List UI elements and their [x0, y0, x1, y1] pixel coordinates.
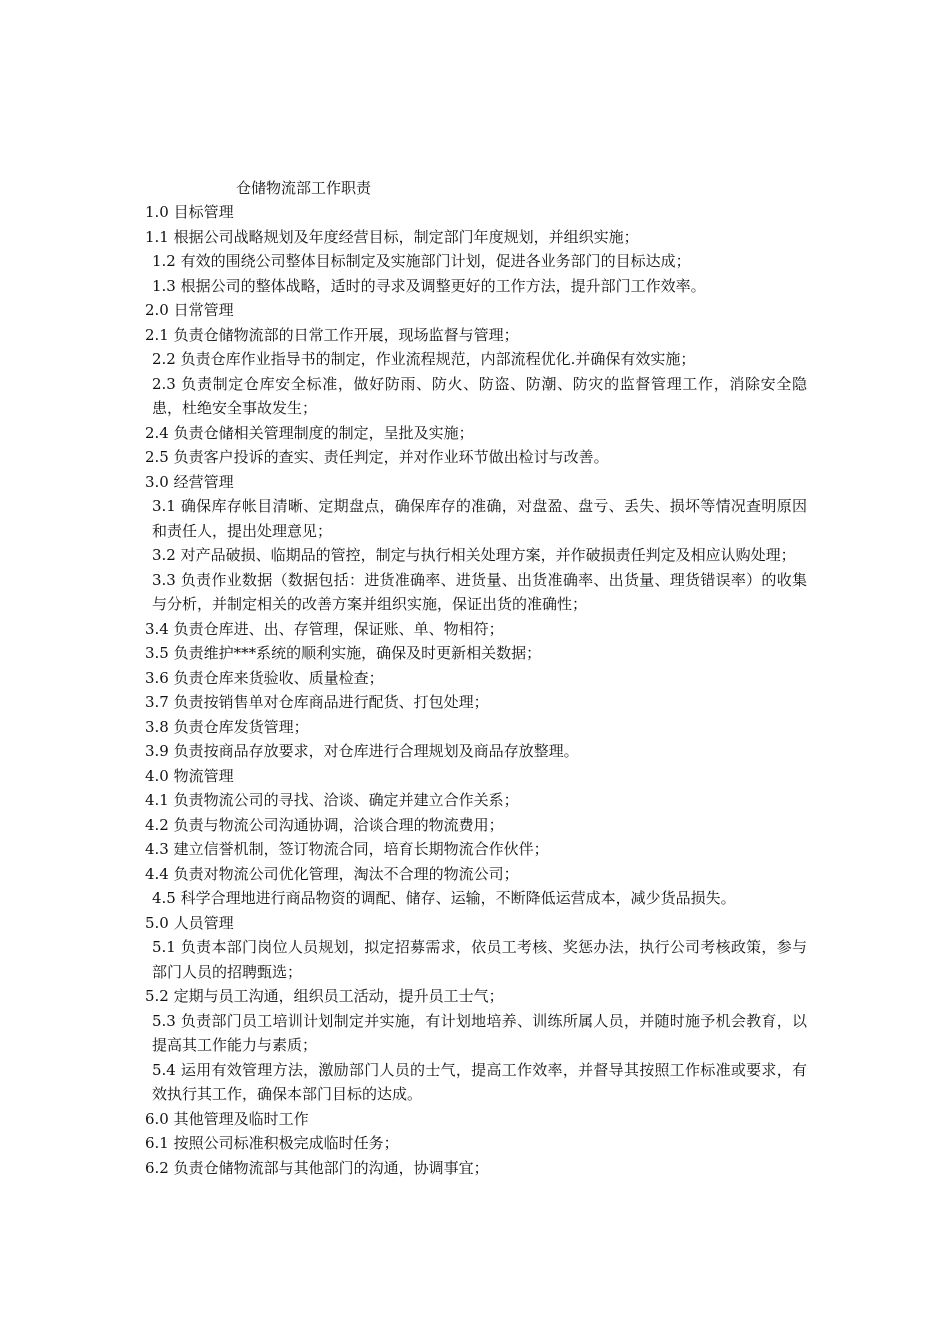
list-item: 3.1 确保库存帐目清晰、定期盘点，确保库存的准确，对盘盈、盘亏、丢失、损坏等情况查明原因和责任人，提出处理意见； — [152, 497, 807, 540]
list-item: 3.2 对产品破损、临期品的管控，制定与执行相关处理方案，并作破损责任判定及相应认购处理； — [152, 546, 796, 564]
list-item: 2.4 负责仓储相关管理制度的制定，呈批及实施； — [145, 423, 474, 442]
list-item: 3.8 负责仓库发货管理； — [145, 717, 309, 736]
list-item: 4.1 负责物流公司的寻找、洽谈、确定并建立合作关系； — [145, 791, 519, 809]
list-item: 5.2 定期与员工沟通，组织员工活动，提升员工士气； — [145, 987, 504, 1005]
list-item: 5.4 运用有效管理方法，激励部门人员的士气，提高工作效率，并督导其按照工作标准或要求，有效执行其工作，确保本部门目标的达成。 — [152, 1060, 807, 1103]
list-item: 3.9 负责按商品存放要求，对仓库进行合理规划及商品存放整理。 — [145, 742, 579, 760]
document-title: 仓储物流部工作职责 — [236, 179, 372, 197]
section-heading: 3.0 经营管理 — [145, 472, 234, 491]
section-heading: 1.0 目标管理 — [145, 203, 234, 221]
list-item: 4.3 建立信誉机制，签订物流合同，培育长期物流合作伙伴； — [145, 840, 549, 858]
list-item: 5.1 负责本部门岗位人员规划，拟定招募需求，依员工考核、奖惩办法，执行公司考核政策，参与部门人员的招聘甄选； — [152, 938, 807, 981]
section-heading: 4.0 物流管理 — [145, 766, 234, 785]
list-item: 5.3 负责部门员工培训计划制定并实施，有计划地培养、训练所属人员，并随时施予机会教育，以提高其工作能力与素质； — [152, 1011, 807, 1054]
list-item: 2.1 负责仓储物流部的日常工作开展，现场监督与管理； — [145, 325, 519, 344]
section-heading: 6.0 其他管理及临时工作 — [145, 1109, 309, 1128]
list-item: 4.4 负责对物流公司优化管理，淘汰不合理的物流公司； — [145, 864, 519, 883]
list-item: 2.3 负责制定仓库安全标准，做好防雨、防火、防盗、防潮、防灾的监督管理工作，消除安全隐患，杜绝安全事故发生； — [152, 374, 807, 417]
list-item: 1.1 根据公司战略规划及年度经营目标，制定部门年度规划，并组织实施； — [145, 227, 639, 246]
list-item: 1.2 有效的围绕公司整体目标制定及实施部门计划，促进各业务部门的目标达成； — [152, 252, 691, 270]
section-heading: 5.0 人员管理 — [145, 913, 234, 932]
list-item: 4.5 科学合理地进行商品物资的调配、储存、运输，不断降低运营成本，减少货品损失。 — [152, 889, 736, 907]
list-item: 1.3 根据公司的整体战略，适时的寻求及调整更好的工作方法，提升部门工作效率。 — [152, 276, 706, 295]
list-item: 2.5 负责客户投诉的查实、责任判定，并对作业环节做出检讨与改善。 — [145, 448, 609, 466]
section-heading: 2.0 日常管理 — [145, 301, 234, 319]
list-item: 3.4 负责仓库进、出、存管理，保证账、单、物相符； — [145, 619, 504, 638]
list-item: 3.3 负责作业数据（数据包括：进货准确率、进货量、出货准确率、出货量、理货错误率）的收集与分析，并制定相关的改善方案并组织实施，保证出货的准确性； — [152, 570, 807, 613]
list-item: 3.7 负责按销售单对仓库商品进行配货、打包处理； — [145, 693, 489, 711]
list-item: 4.2 负责与物流公司沟通协调，洽谈合理的物流费用； — [145, 815, 504, 834]
list-item: 3.6 负责仓库来货验收、质量检查； — [145, 668, 384, 687]
list-item: 2.2 负责仓库作业指导书的制定，作业流程规范，内部流程优化.并确保有效实施； — [152, 350, 696, 368]
list-item: 6.1 按照公司标准积极完成临时任务； — [145, 1134, 399, 1152]
document-body — [145, 200, 807, 1180]
list-item: 6.2 负责仓储物流部与其他部门的沟通，协调事宜； — [145, 1158, 489, 1177]
list-item: 3.5 负责维护***系统的顺利实施，确保及时更新相关数据； — [145, 644, 542, 662]
